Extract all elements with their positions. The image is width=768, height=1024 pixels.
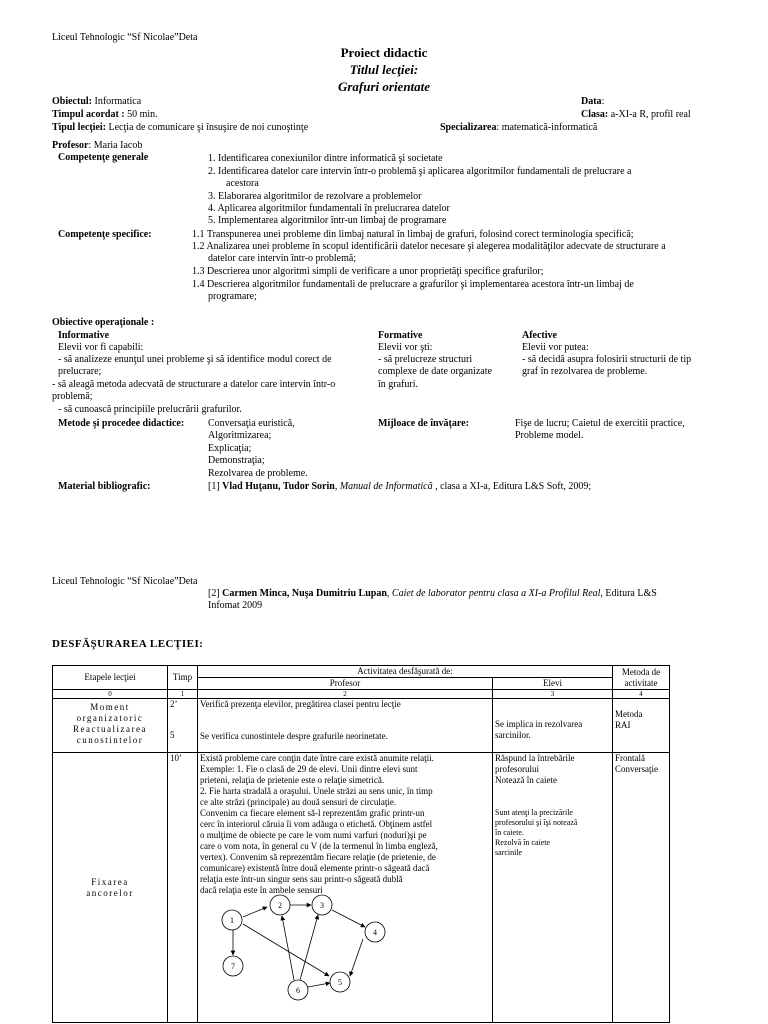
col-number: 1: [168, 690, 198, 699]
subject-row: [52, 96, 141, 107]
students-line: sarcinile: [495, 848, 523, 857]
informative-line: Elevii vor fi capabili:: [58, 342, 144, 353]
time-label: Timpul acordat :: [52, 109, 125, 120]
header-etape: Etapele lecţiei: [53, 666, 168, 690]
bibliografie-ref2: [2] Carmen Minca, Nuşa Dumitriu Lupan, Caiet de laborator pentru clasa a XI-a Profilul Real, Editura L&S: [208, 588, 657, 599]
method-text: Metoda RAI: [615, 709, 643, 730]
spec-label: Specializarea: [440, 122, 497, 133]
svg-text:4: 4: [373, 928, 377, 937]
subject-value: Informatica: [94, 96, 142, 107]
col-number: 4: [613, 690, 670, 699]
ref2-title: Caiet de laborator pentru clasa a XI-a Profilul Real: [391, 588, 601, 599]
method-cell: [613, 699, 670, 753]
mijloace-line: Probleme model.: [515, 430, 584, 441]
teacher-cell: [198, 753, 493, 1023]
graph-node: [222, 910, 242, 930]
header-metoda: Metoda de activitate: [613, 666, 670, 690]
competente-specifice-label: Competenţe specifice:: [58, 229, 152, 240]
spec-row: [440, 122, 597, 133]
prof-label: Profesor: [52, 140, 89, 151]
ref2-authors: Carmen Minca, Nuşa Dumitriu Lupan: [222, 588, 387, 599]
col-number: 0: [53, 690, 168, 699]
afective-line: - să decidă asupra folosirii structurii de tip: [522, 354, 692, 365]
class-value: a-XI-a R, profil real: [610, 109, 691, 120]
section-title: DESFĂŞURAREA LECŢIEI:: [52, 638, 204, 650]
lesson-table: [52, 665, 670, 1023]
time-value: 50 min.: [127, 109, 158, 120]
method-line: Frontală: [615, 753, 645, 763]
competente-specifice-item: datelor care intervin într-o problemă;: [208, 253, 357, 264]
header-activitate: Activitatea desfăşurată de:: [198, 666, 613, 678]
date-row: Data:: [581, 96, 605, 107]
formative-line: complexe de date organizate: [378, 366, 492, 377]
competente-generale-item: 3. Elaborarea algoritmilor de rezolvare a problemelor: [208, 191, 422, 202]
time-cell: 10’: [168, 753, 198, 1023]
mijloace-line: Fişe de lucru; Caietul de exercitii practice,: [515, 418, 685, 429]
header-timp: Timp: [168, 666, 198, 690]
competente-generale-item: acestora: [226, 178, 259, 189]
school-name: Liceul Tehnologic “Sf Nicolae”Deta: [52, 32, 198, 43]
teacher-line: Convenim ca fiecare element să-l reprezentăm grafic printr-un: [200, 808, 425, 818]
teacher-text: Verifică prezenţa elevilor, pregătirea clasei pentru lecţie: [200, 699, 401, 709]
students-line: Răspund la întrebările: [495, 753, 575, 763]
teacher-line: dacă relaţia este în ambele sensuri: [200, 885, 323, 895]
informative-line: - să analizeze enunţul unei probleme şi să identifice modul corect de: [58, 354, 332, 365]
afective-line: Elevii vor putea:: [522, 342, 589, 353]
informative-line: problemă;: [52, 391, 93, 402]
informative-label: Informative: [58, 330, 110, 341]
competente-generale-item: 4. Aplicarea algoritmilor fundamentali în prelucrarea datelor: [208, 203, 450, 214]
method-line: Conversaţie: [615, 764, 658, 774]
svg-text:5: 5: [338, 978, 342, 987]
ref1-rest: , clasa a XI-a, Editura L&S Soft, 2009;: [432, 481, 592, 492]
stage-cell: [53, 753, 168, 1023]
teacher-line: o mulţime de obiecte pe care le vom numi varfuri (noduri)şi pe: [200, 830, 427, 840]
competente-generale-label: Competenţe generale: [58, 152, 149, 163]
spec-value: : matematică-informatică: [496, 122, 598, 133]
lesson-title: Grafuri orientate: [337, 79, 431, 94]
competente-specifice-item: programare;: [208, 291, 257, 302]
bibliografie-ref2-cont: Infomat 2009: [208, 600, 263, 611]
metode-item: Algoritmizarea;: [208, 430, 272, 441]
teacher-line: cerc în interiorul căruia îi vom adăuga o etichetă. Obţinem astfel: [200, 819, 433, 829]
type-label: Tipul lecţiei:: [52, 122, 106, 133]
ref1-authors: Vlad Huţanu, Tudor Sorin: [222, 481, 335, 492]
stage-text: Fixarea ancorelor: [86, 876, 134, 898]
prof-row: [52, 140, 142, 151]
svg-text:7: 7: [231, 962, 235, 971]
svg-text:2: 2: [278, 901, 282, 910]
formative-line: Elevii vor şti:: [378, 342, 433, 353]
directed-graph: [210, 898, 410, 994]
metode-item: Conversaţia euristică,: [208, 418, 295, 429]
competente-generale-item: 1. Identificarea conexiunilor dintre informatică şi societate: [208, 153, 443, 164]
competente-generale-item: 2. Identificarea datelor care intervin într-o problemă şi aplicarea algoritmilor fundamentali de prelucrare a: [208, 166, 632, 177]
stage-cell: Moment organizatoric Reactualizarea cunostintelor: [53, 699, 168, 753]
teacher-line: 2. Fie harta stradală a oraşului. Unele străzi au sens unic, în timp: [200, 786, 433, 796]
teacher-line: ce alte străzi (principale) au două sensuri de circulaţie.: [200, 797, 397, 807]
teacher-text: Se verifica cunostintele despre grafurile neorinetate.: [200, 731, 388, 741]
competente-generale-item: 5. Implementarea algoritmilor într-un limbaj de programare: [208, 215, 447, 226]
afective-line: graf în rezolvarea de probleme.: [522, 366, 648, 377]
ref2-number: [2]: [208, 588, 220, 599]
metode-item: Explicaţia;: [208, 443, 252, 454]
metode-item: Rezolvarea de probleme.: [208, 468, 308, 479]
graph-node: [288, 980, 308, 1000]
time-cell: [168, 699, 198, 753]
metode-label: Metode şi procedee didactice:: [58, 418, 185, 429]
students-line: profesorului: [495, 764, 539, 774]
graph-node: [365, 922, 385, 942]
obiective-label: Obiective operaţionale :: [52, 317, 155, 328]
students-line: Notează în caiete: [495, 775, 557, 785]
teacher-line: care o vom nota, în general cu V (de la termenul în limba engleză,: [200, 841, 438, 851]
graph-node: [312, 895, 332, 915]
page-title: Proiect didactic: [340, 45, 428, 60]
prof-value: : Maria Iacob: [88, 140, 143, 151]
afective-label: Afective: [522, 330, 557, 341]
col-number: 3: [493, 690, 613, 699]
bibliografie-label: Material bibliografic:: [58, 481, 151, 492]
table-row: [53, 699, 670, 753]
class-row: [581, 109, 691, 120]
svg-text:6: 6: [296, 986, 300, 995]
method-cell: [613, 753, 670, 1023]
informative-line: - să cunoască principiile prelucrării grafurilor.: [58, 404, 242, 415]
competente-specifice-item: 1.4 Descrierea algoritmilor fundamentali de prelucrare a grafurilor şi implementarea acestora într-un limbaj de: [192, 279, 634, 290]
graph-node: [223, 956, 243, 976]
formative-line: - să prelucreze structuri: [378, 354, 473, 365]
school-name-2: Liceul Tehnologic “Sf Nicolae”Deta: [52, 576, 198, 587]
students-line: Rezolvă în caiete: [495, 838, 551, 847]
informative-line: - să aleagă metoda adecvată de structurare a datelor care intervin într-o: [52, 379, 336, 390]
header-profesor: Profesor: [198, 678, 493, 690]
students-line: profesorului şi îşi notează: [495, 818, 578, 827]
teacher-line: vertex). Convenim să reprezentăm fiecare relaţie (de prietenie, de: [200, 852, 436, 862]
time-value: 2’: [170, 699, 178, 709]
competente-specifice-item: 1.3 Descrierea unor algoritmi simpli de verificare a unor proprietăţi specifice grafurilor;: [192, 266, 544, 277]
page-subtitle: Titlul lecţiei:: [349, 62, 419, 77]
time-value: 5: [170, 730, 175, 740]
students-line: Sunt atenţi la precizările: [495, 808, 573, 817]
table-row: [53, 753, 670, 1023]
competente-specifice-item: 1.1 Transpunerea unei probleme din limbaj natural în limbaj de grafuri, folosind corect terminologia specifică;: [192, 229, 634, 240]
students-cell: [493, 699, 613, 753]
header-elevi: Elevi: [493, 678, 613, 690]
date-label: Data: [581, 96, 602, 107]
graph-node: [330, 972, 350, 992]
teacher-line: prieteni, relaţia de prietenie este o relaţie simetrică.: [200, 775, 385, 785]
ref1-number: [1]: [208, 481, 220, 492]
teacher-line: relaţia este într-un singur sens sau printr-o săgeată dublă: [200, 874, 403, 884]
svg-text:3: 3: [320, 901, 324, 910]
mijloace-label: Mijloace de învăţare:: [378, 418, 469, 429]
students-text: Se implica in rezolvarea sarcinilor.: [495, 719, 583, 740]
graph-node: [270, 895, 290, 915]
bibliografie-ref1: [1] Vlad Huţanu, Tudor Sorin, Manual de Informatică , clasa a XI-a, Editura L&S Soft, 2009;: [208, 481, 592, 492]
ref2-rest: , Editura L&S: [600, 588, 657, 599]
competente-specifice-item: 1.2 Analizarea unei probleme în scopul identificării datelor necesare şi alegerea modalităţilor adecvate de structurare a: [192, 241, 666, 252]
teacher-cell: [198, 699, 493, 753]
students-cell: [493, 753, 613, 1023]
teacher-line: Există probleme care conţin date între care există anumite relaţii.: [200, 753, 434, 763]
type-row: [52, 122, 308, 133]
students-line: în caiete.: [495, 828, 524, 837]
formative-line: în grafuri.: [378, 379, 418, 390]
metode-item: Demonstraţia;: [208, 455, 265, 466]
teacher-line: comunicare) existentă între două elemente printr-o săgeată dacă: [200, 863, 430, 873]
subject-label: Obiectul:: [52, 96, 92, 107]
ref1-title: Manual de Informatică: [339, 481, 433, 492]
formative-label: Formative: [378, 330, 423, 341]
class-label: Clasa:: [581, 109, 609, 120]
svg-text:1: 1: [230, 916, 234, 925]
teacher-line: Exemple: 1. Fie o clasă de 29 de elevi. Unii dintre elevi sunt: [200, 764, 418, 774]
informative-line: prelucrare;: [58, 366, 102, 377]
time-row: [52, 109, 158, 120]
type-value: Lecţia de comunicare şi însuşire de noi cunoştinţe: [108, 122, 309, 133]
col-number: 2: [198, 690, 493, 699]
